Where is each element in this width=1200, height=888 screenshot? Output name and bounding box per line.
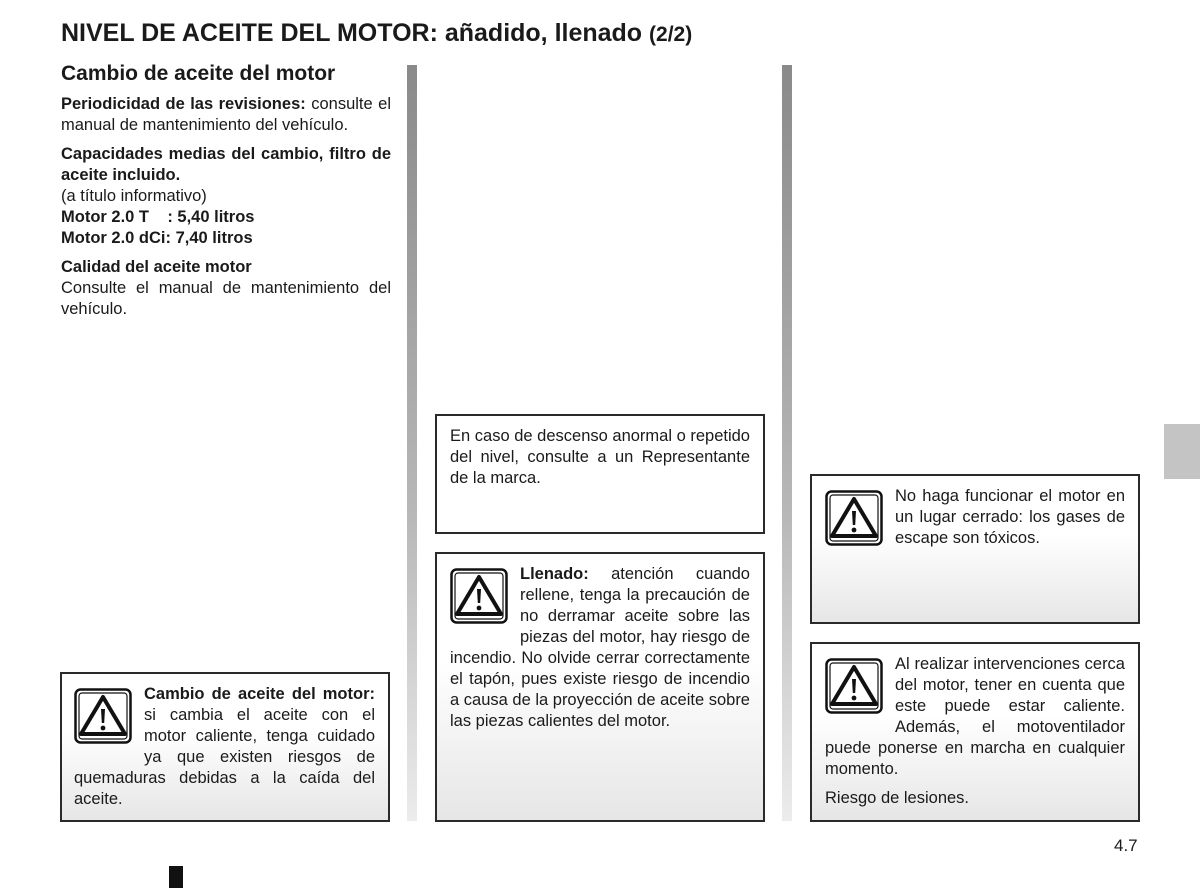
capacity-line-diesel: Motor 2.0 dCi: 7,40 litros (61, 229, 253, 247)
capacity-note: (a título informativo) (61, 187, 207, 205)
warning-triangle-icon (74, 688, 132, 744)
page-title-main: NIVEL DE ACEITE DEL MOTOR: añadido, llenado (61, 19, 643, 47)
hot-engine-warning-text-2: Riesgo de lesiones. (825, 789, 970, 807)
quality-title: Calidad del aceite motor (61, 258, 252, 276)
warning-triangle-icon (825, 658, 883, 714)
crop-mark (169, 866, 183, 888)
warning-triangle-icon (825, 490, 883, 546)
hot-engine-warning-text: Al realizar intervenciones cerca del motor, tener en cuenta que este puede estar caliente. Además, el motoventilador puede ponerse en marcha en cualquier momento. (825, 655, 1125, 778)
abnormal-drop-box (435, 414, 765, 534)
left-column (61, 62, 391, 328)
quality-paragraph (61, 257, 391, 320)
filling-warning-box (435, 552, 765, 822)
page-number: 4.7 (1114, 836, 1138, 855)
capacity-title: Capacidades medias del cambio, filtro de aceite incluido. (61, 145, 391, 184)
filling-warning-text: atención cuando rellene, tenga la precaución de no derramar aceite sobre las piezas del motor, hay riesgo de incendio. No olvide cerrar correctamente el tapón, pues existe riesgo de incendio a causa de la proyección de aceite sobre las piezas calientes del motor. (450, 565, 750, 730)
section-title: Cambio de aceite del motor (61, 62, 336, 85)
column-divider-2 (782, 65, 792, 821)
abnormal-drop-text: En caso de descenso anormal o repetido del nivel, consulte a un Representante de la marca. (450, 427, 750, 487)
column-divider-1 (407, 65, 417, 821)
filling-warning-bold: Llenado: (520, 565, 589, 583)
oil-change-warning-box (60, 672, 390, 822)
page-title-part: (2/2) (649, 23, 693, 46)
capacity-line-petrol: Motor 2.0 T : 5,40 litros (61, 208, 255, 226)
closed-space-warning-text: No haga funcionar el motor en un lugar cerrado: los gases de escape son tóxicos. (895, 487, 1125, 547)
revision-label: Periodicidad de las revisiones: (61, 95, 306, 113)
hot-engine-warning-box (810, 642, 1140, 822)
chapter-tab (1164, 424, 1200, 479)
oil-change-warning-bold: Cambio de aceite del motor: (144, 685, 375, 703)
revision-text: consulte el manual de mantenimiento del vehículo. (61, 95, 391, 134)
warning-triangle-icon (450, 568, 508, 624)
closed-space-warning-box (810, 474, 1140, 624)
oil-change-warning-text: si cambia el aceite con el motor caliente, tenga cuidado ya que existen riesgos de quemaduras debidas a la caída del aceite. (74, 706, 375, 808)
capacity-paragraph (61, 144, 391, 249)
revision-paragraph (61, 94, 391, 136)
quality-text: Consulte el manual de mantenimiento del vehículo. (61, 279, 391, 318)
page-title (61, 19, 692, 48)
